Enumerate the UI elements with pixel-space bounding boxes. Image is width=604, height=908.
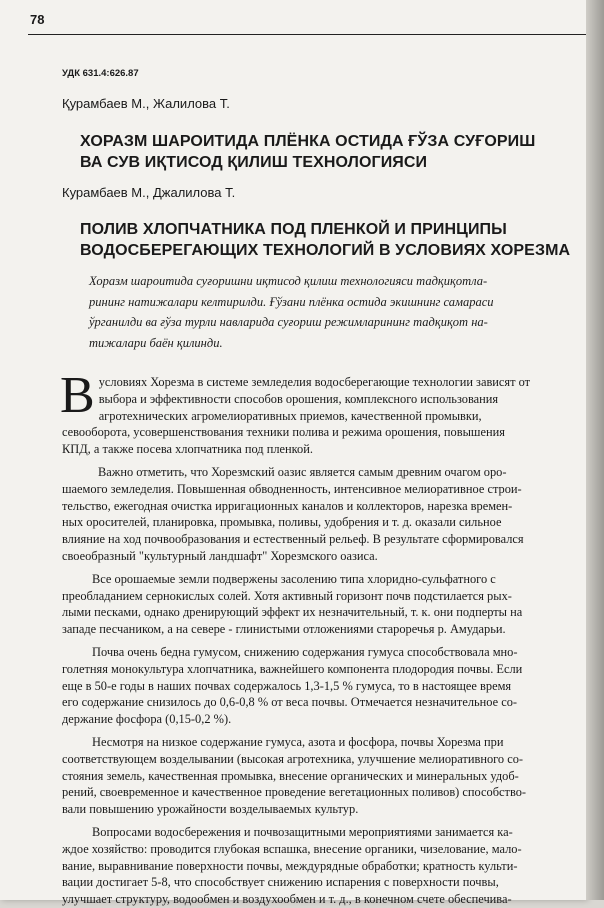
udc-code: УДК 631.4:626.87: [62, 68, 139, 79]
text-line: лыми песками, однако дренирующий эффект их незначительный, т. к. они подперты на: [62, 605, 523, 620]
text-line: держание фосфора (0,15-0,2 %).: [62, 712, 232, 727]
article-title-russian: [80, 219, 580, 261]
text-line: севооборота, усовершенствования техники полива и режима орошения, повышения: [62, 425, 505, 440]
article-body: [60, 367, 584, 908]
drop-cap: В: [60, 367, 95, 424]
paragraph: [62, 824, 584, 908]
authors-russian: Курамбаев М., Джалилова Т.: [62, 185, 236, 200]
text-line: Вопросами водосбережения и почвозащитными мероприятиями занимается ка-: [92, 824, 513, 839]
text-line: рений, своевременное и качественное проведение вегетационных поливов) способство-: [62, 785, 527, 800]
paragraph: [62, 464, 584, 565]
paragraph: [62, 644, 584, 728]
text-line: вание, выравнивание поверхности почвы, междурядные обработки; кратность культи-: [62, 858, 518, 873]
text-line: западе песчаником, а на севере - глинистыми отложениями староречья р. Амударьи.: [62, 622, 506, 637]
text-line: Важно отметить, что Хорезмский оазис является самым древним очагом оро-: [98, 464, 507, 479]
text-line: Все орошаемые земли подвержены засолению типа хлоридно-сульфатного с: [92, 571, 496, 586]
text-line: соответствующем возделывании (высокая агротехника, улучшение мелиоративного со-: [62, 751, 524, 766]
abstract-line: рининг натижалари келтирилди. Ғўзани плёнка остида экишнинг самараси: [89, 294, 494, 309]
text-line: стояния земель, качественная промывка, внесение органических и минеральных удоб-: [62, 768, 519, 783]
authors-uzbek: Қурамбаев М., Жалилова Т.: [62, 96, 230, 111]
book-spine-shadow: [586, 0, 604, 900]
title-line: ВА СУВ ИҚТИСОД ҚИЛИШ ТЕХНОЛОГИЯСИ: [80, 154, 428, 171]
abstract-line: тижалари баён қилинди.: [89, 335, 223, 350]
title-line: ВОДОСБЕРЕГАЮЩИХ ТЕХНОЛОГИЙ В УСЛОВИЯХ ХОРЕЗМА: [80, 242, 571, 259]
text-line: своеобразный "культурный ландшафт" Хорезмского оазиса.: [62, 548, 378, 563]
text-line: ждое хозяйство: проводится глубокая вспашка, внесение органики, чизелование, мало-: [62, 841, 522, 856]
paragraph: [60, 367, 584, 458]
text-line: КПД, а также посева хлопчатника под пленкой.: [62, 442, 313, 457]
paragraph: [62, 571, 584, 638]
text-line: Несмотря на низкое содержание гумуса, азота и фосфора, почвы Хорезма при: [92, 734, 504, 749]
page-number: 78: [30, 12, 45, 27]
text-line: вали повышению урожайности возделываемых культур.: [62, 802, 359, 817]
abstract: [89, 271, 575, 353]
text-line: влияние на ход почвообразования и естественный рельеф. В результате сформировался: [62, 532, 524, 547]
text-line: условиях Хорезма в системе земледелия водосберегающие технологии зависят от: [98, 375, 531, 389]
text-line: преобладанием сернокислых солей. Хотя активный горизонт почв подстилается рых-: [62, 588, 512, 603]
header-rule: [28, 34, 586, 35]
title-line: ПОЛИВ ХЛОПЧАТНИКА ПОД ПЛЕНКОЙ И ПРИНЦИПЫ: [80, 221, 507, 238]
text-line: ных оросителей, планировка, промывка, поливы, удобрения и т. д. оказали сильное: [62, 515, 502, 530]
title-line: ХОРАЗМ ШАРОИТИДА ПЛЁНКА ОСТИДА ҒЎЗА СУҒОРИШ: [80, 133, 536, 150]
text-line: тельство, ежегодная очистка ирригационных каналов и коллекторов, нарезка времен-: [62, 498, 513, 513]
text-line: еще в 50-е годы в наших почвах содержалось 1,3-1,5 % гумуса, то в настоящее время: [62, 678, 512, 693]
abstract-line: ўрганилди ва ғўза турли навларида суғориш режимларининг тадқиқот на-: [89, 315, 488, 329]
abstract-line: Хоразм шароитида суғоришни иқтисод қилиш технологияси тадқиқотла-: [89, 274, 488, 288]
text-line: шаемого земледелия. Повышенная обводненность, интенсивное мелиоративное строи-: [62, 481, 522, 496]
article-title-uzbek: [80, 131, 580, 173]
text-line: Почва очень бедна гумусом, снижению содержания гумуса способствовала мно-: [92, 644, 518, 659]
paragraph: [62, 734, 584, 818]
text-line: вации достигает 5-8, что способствует снижению испарения с поверхности почвы,: [62, 875, 499, 890]
text-line: агротехнических агромелиоративных приемов, качественной промывки,: [98, 408, 482, 423]
text-line: голетняя монокультура хлопчатника, важнейшего компонента плодородия почвы. Если: [62, 661, 523, 676]
text-line: его содержание снизилось до 0,6-0,8 % от веса почвы. Отмечается незначительное со-: [62, 695, 518, 710]
text-line: выбора и эффективности способов орошения, комплексного использования: [98, 391, 499, 406]
text-line: улучшает структуру, водообмен и воздухообмен и т. д., в конечном счете обеспечива-: [62, 892, 512, 907]
